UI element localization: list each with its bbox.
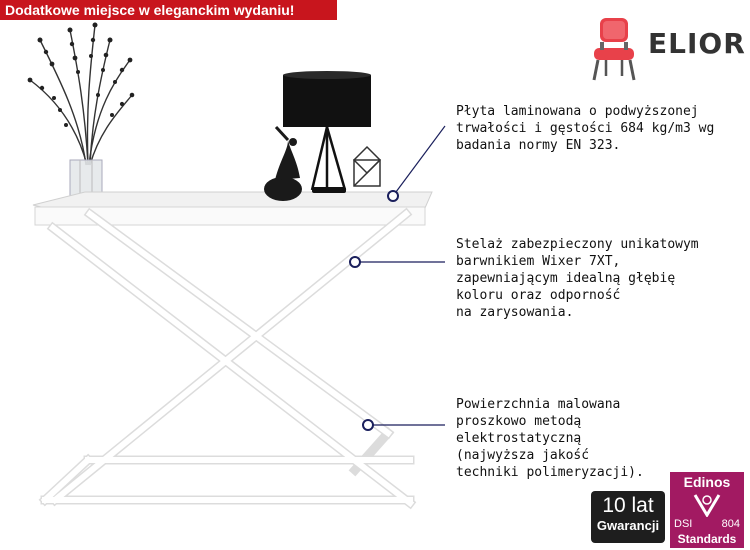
promo-banner: Dodatkowe miejsce w eleganckim wydaniu!	[0, 0, 337, 20]
warranty-badge	[591, 491, 665, 543]
brand-name: ELIOR	[648, 27, 746, 60]
edinos-number: 804	[721, 518, 740, 530]
geometric-decor	[354, 147, 380, 186]
vase-with-branches	[28, 23, 135, 209]
warranty-label: Gwarancji	[596, 518, 660, 533]
feature-text-laminate: Płyta laminowana o podwyższonej trwałości i gęstości 684 kg/m3 wg badania normy EN 323.	[456, 104, 715, 153]
sculpture	[264, 127, 302, 201]
edinos-standards: Standards	[677, 532, 737, 546]
edinos-check-icon	[692, 491, 722, 517]
feature-text-frame: Stelaż zabezpieczony unikatowym barwnikiem Wixer 7XT, zapewniającym idealną głębię koloru oraz odporność na zarysowania.	[456, 237, 699, 320]
warranty-years: 10 lat	[602, 494, 654, 517]
edinos-dsi: DSI	[674, 518, 693, 530]
edinos-badge	[670, 472, 744, 548]
feature-text-coating: Powierzchnia malowana proszkowo metodą elektrostatyczną (najwyższa jakość techniki polimeryzacji).	[456, 397, 644, 480]
edinos-title: Edinos	[683, 474, 731, 490]
